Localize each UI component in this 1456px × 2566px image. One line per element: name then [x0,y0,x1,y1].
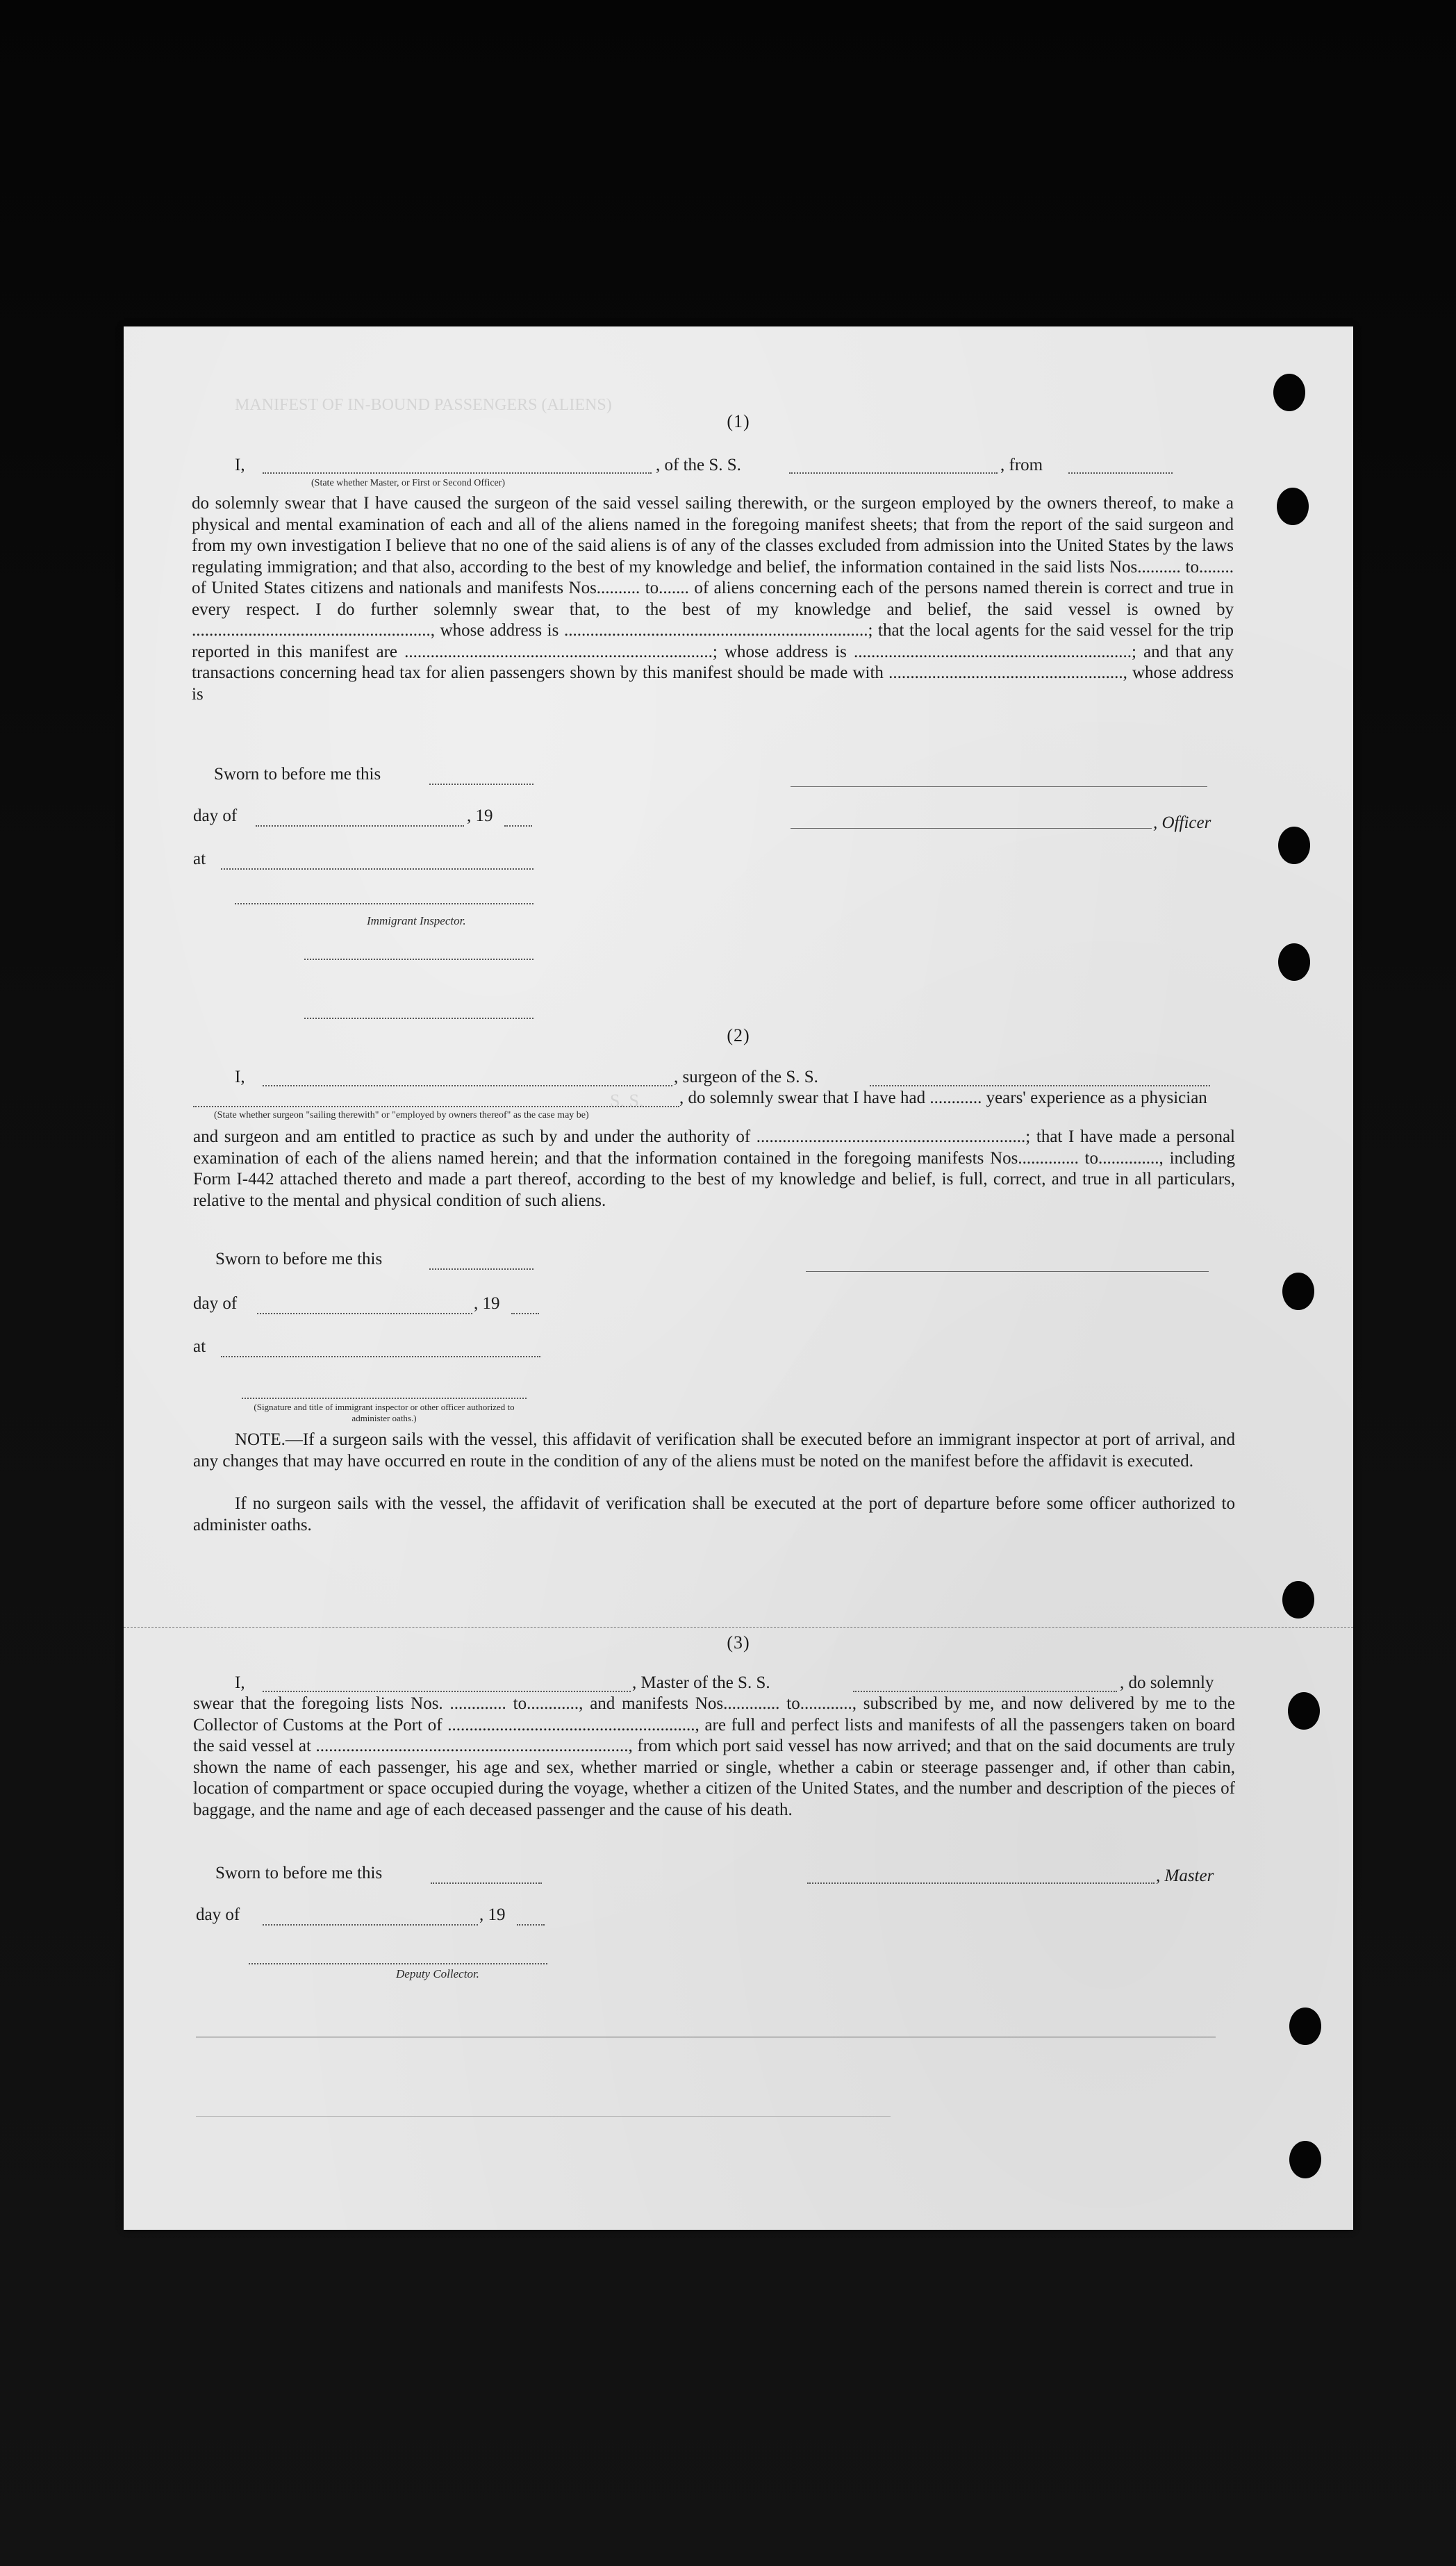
section-3-body: swear that the foregoing lists Nos. ............. to............, and manifests Nos............. to............, subscribed by me, and now delivered by me to the Collector of Customs at the Port of ........................................................., are full and perfect lists and manifests of all the passengers taken on board the said vessel at ........................................................................, from which port said vessel has now arrived; and that on the said documents are truly shown the name of each passenger, his age and sex, whether married or single, whether a cabin or steerage passenger and, if other than cabin, location of compartment or space occupied during the voyage, whether a citizen of the United States, and the number and description of the pieces of baggage, and the name and age of each deceased passenger and the cause of his death. [193,1694,1235,1819]
punch-hole [1282,1581,1314,1619]
manifest-verification-page [124,326,1353,2230]
punch-hole [1278,827,1310,864]
section-2-number: (2) [727,1025,750,1045]
section-2-caption: (State whether surgeon "sailing therewith" or "employed by owners thereof" as the case may be) [214,1110,589,1120]
officer-title-line[interactable] [791,828,1152,829]
section-2-at-field[interactable] [221,1356,540,1357]
master-signature-line[interactable] [807,1882,1155,1884]
section-2-at: at [193,1337,206,1356]
inspector-signature-line[interactable] [235,903,533,904]
from-port-field[interactable] [1068,472,1173,474]
punch-hole [1273,374,1305,411]
section-2-day-of: day of [193,1294,238,1313]
section-2-surgeon-label: , surgeon of the S. S. [674,1068,818,1086]
section-3-master: , Master [1156,1866,1214,1885]
section-3-year: , 19 [479,1905,506,1924]
section-3-year-field[interactable] [517,1924,545,1926]
sworn-date-field[interactable] [429,784,533,785]
section-2-note: NOTE.—If a surgeon sails with the vessel, this affidavit of verification shall be executed before an immigrant inspector at port of arrival, and any changes that may have occurred en route in the condition of any of the aliens must be noted on the manifest before the affidavit is executed. [193,1430,1235,1471]
section-1-i: I, [235,456,245,474]
section-1-body: do solemnly swear that I have caused the surgeon of the said vessel sailing therewith, or the surgeon employed by the owners thereof, to make a physical and mental examination of each and all of the aliens named in the foregoing manifest sheets; that from the report of the said surgeon and from my own investigation I believe that no one of the said aliens is of any of the classes excluded from admission into the United States by the laws regulating immigration; and that also, according to the best of my knowledge and belief, the information contained in the said lists Nos.......... to........ of United States citizens and nationals and manifests Nos.......... to....... of aliens concerning each of the persons named therein is correct and true in every respect. I do further solemnly swear that, to the best of my knowledge and belief, the said vessel is owned by ......................................................., whose address is ......................................................................; that the local agents for the said vessel for the trip reported in this manifest are .......................................................................; whose address is ................................................................; and that any transactions concerning head tax for alien passengers shown by this manifest should be made with ......................................................, whose address is [192,494,1234,704]
section-1-day-of: day of [193,806,238,825]
section-3-vessel-field[interactable] [853,1691,1117,1692]
section-1-caption: (State whether Master, or First or Second Officer) [311,478,506,488]
punch-hole [1289,2008,1321,2045]
section-1-inspector: Immigrant Inspector. [367,914,466,927]
section-2-note-2: If no surgeon sails with the vessel, the affidavit of verification shall be executed at the port of departure before some officer authorized to administer oaths. [193,1494,1235,1534]
punch-hole [1288,1692,1320,1730]
collector-signature-line[interactable] [249,1963,547,1964]
section-2-sworn-date-field[interactable] [429,1268,533,1270]
section-1-at: at [193,850,206,868]
bleed-through-text: S. S. [610,1091,644,1111]
punch-hole [1282,1273,1314,1310]
surgeon-status-field[interactable] [193,1106,679,1107]
punch-hole [1289,2141,1321,2178]
section-2-vessel-field[interactable] [870,1085,1210,1086]
section-3-number: (3) [727,1632,750,1653]
section-2-inspector-signature-line[interactable] [242,1398,527,1399]
section-2-sig-caption: (Signature and title of immigrant inspector or other officer authorized to administer oaths.) [254,1402,515,1423]
section-3-i: I, [235,1673,245,1692]
section-1-from-label: , from [1000,456,1043,474]
vessel-name-field[interactable] [789,472,998,474]
section-1-sworn: Sworn to before me this [214,765,381,784]
year-field[interactable] [504,825,532,827]
extra-dotted-line [304,959,533,960]
bleed-through-text: MANIFEST OF IN-BOUND PASSENGERS (ALIENS) [235,396,612,414]
section-2-year: , 19 [474,1294,500,1313]
bottom-faint-rule [196,2116,891,2117]
section-2-body: and surgeon and am entitled to practice as such by and under the authority of ..............................................................; that I have made a personal examination of each of the aliens named herein; and that the information contained in the foregoing manifests Nos.............. to.............., including Form I-442 attached thereto and made a part thereof, according to the best of my knowledge and belief, is full, correct, and true in all particulars, relative to the mental and physical condition of such aliens. [193,1127,1235,1210]
section-3-master-label: , Master of the S. S. [632,1673,770,1692]
section-3-sworn: Sworn to before me this [215,1864,383,1882]
surgeon-name-field[interactable] [263,1085,672,1086]
section-1-ss-label: , of the S. S. [656,456,741,474]
day-of-field[interactable] [256,825,464,827]
section-3-end: , do solemnly [1120,1673,1214,1692]
section-1-officer: , Officer [1153,813,1211,832]
extra-dotted-line [304,1018,533,1019]
section-3-collector: Deputy Collector. [396,1967,479,1980]
master-name-field[interactable] [263,1691,631,1692]
officer-signature-line[interactable] [791,786,1207,787]
section-3-sworn-date-field[interactable] [431,1882,542,1884]
officer-name-field[interactable] [263,472,652,474]
section-2-day-of-field[interactable] [257,1313,472,1314]
surgeon-signature-line[interactable] [806,1271,1209,1272]
section-2-year-field[interactable] [511,1313,539,1314]
fold-line [124,1627,1353,1628]
section-2-sworn: Sworn to before me this [215,1250,383,1268]
section-1-number: (1) [727,411,750,431]
section-1-year: , 19 [467,806,493,825]
punch-hole [1277,488,1309,525]
section-3-day-of-field[interactable] [263,1924,478,1926]
punch-hole [1278,943,1310,981]
section-2-i: I, [235,1068,245,1086]
section-2-line2: , do solemnly swear that I have had ............ years' experience as a physician [679,1089,1207,1107]
section-3-day-of: day of [196,1905,240,1924]
at-place-field[interactable] [221,868,533,870]
